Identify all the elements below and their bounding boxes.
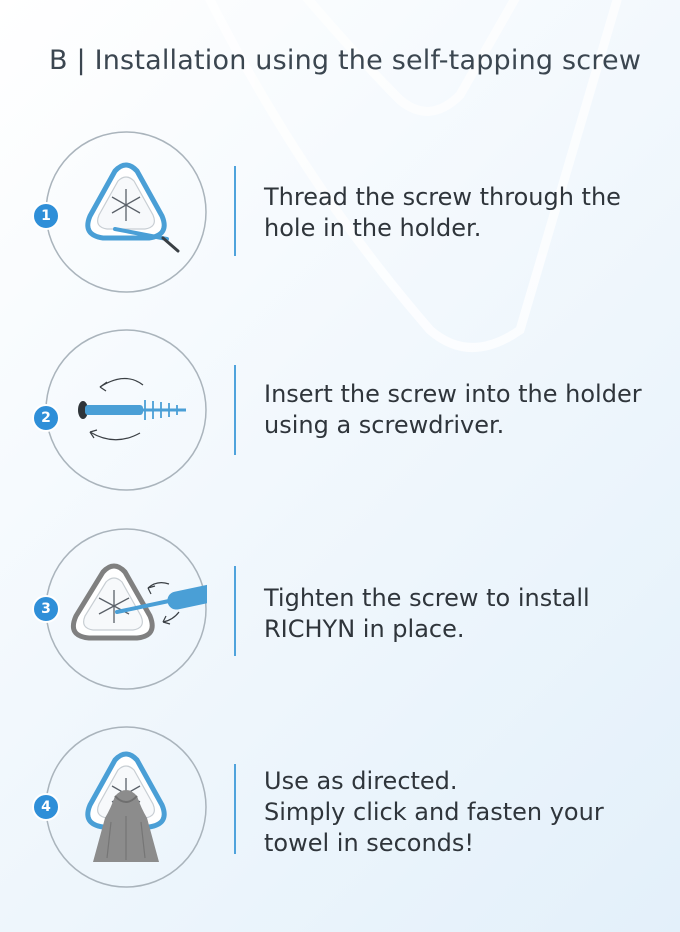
step-3-text-line: Tighten the screw to install (264, 584, 590, 612)
step-1-divider (234, 166, 236, 256)
step-1-text (264, 182, 621, 244)
step-2-text-line: using a screwdriver. (264, 411, 505, 439)
step-3-text-line: RICHYN in place. (264, 615, 465, 643)
step-2-number-badge: 2 (32, 404, 60, 432)
step-1-number-badge: 1 (32, 202, 60, 230)
step-4-text (264, 766, 604, 859)
step-4-text-line: Simply click and fasten your (264, 798, 604, 826)
step-1-illustration (45, 131, 207, 293)
step-2 (0, 329, 680, 499)
step-2-illustration (45, 329, 207, 491)
step-4-text-line: towel in seconds! (264, 829, 475, 857)
page-title: B | Installation using the self-tapping screw (49, 45, 642, 76)
step-4 (0, 726, 680, 896)
step-2-text (264, 379, 642, 441)
step-4-illustration (45, 726, 207, 888)
step-3-divider (234, 566, 236, 656)
step-1-text-line: hole in the holder. (264, 214, 482, 242)
step-2-divider (234, 365, 236, 455)
step-2-text-line: Insert the screw into the holder (264, 380, 642, 408)
step-4-number-badge: 4 (32, 793, 60, 821)
step-3-text (264, 583, 590, 645)
step-1-text-line: Thread the screw through the (264, 183, 621, 211)
step-4-text-line: Use as directed. (264, 767, 458, 795)
step-3-number-badge: 3 (32, 595, 60, 623)
step-1 (0, 131, 680, 301)
step-4-divider (234, 764, 236, 854)
step-3 (0, 528, 680, 698)
step-3-illustration (45, 528, 207, 690)
